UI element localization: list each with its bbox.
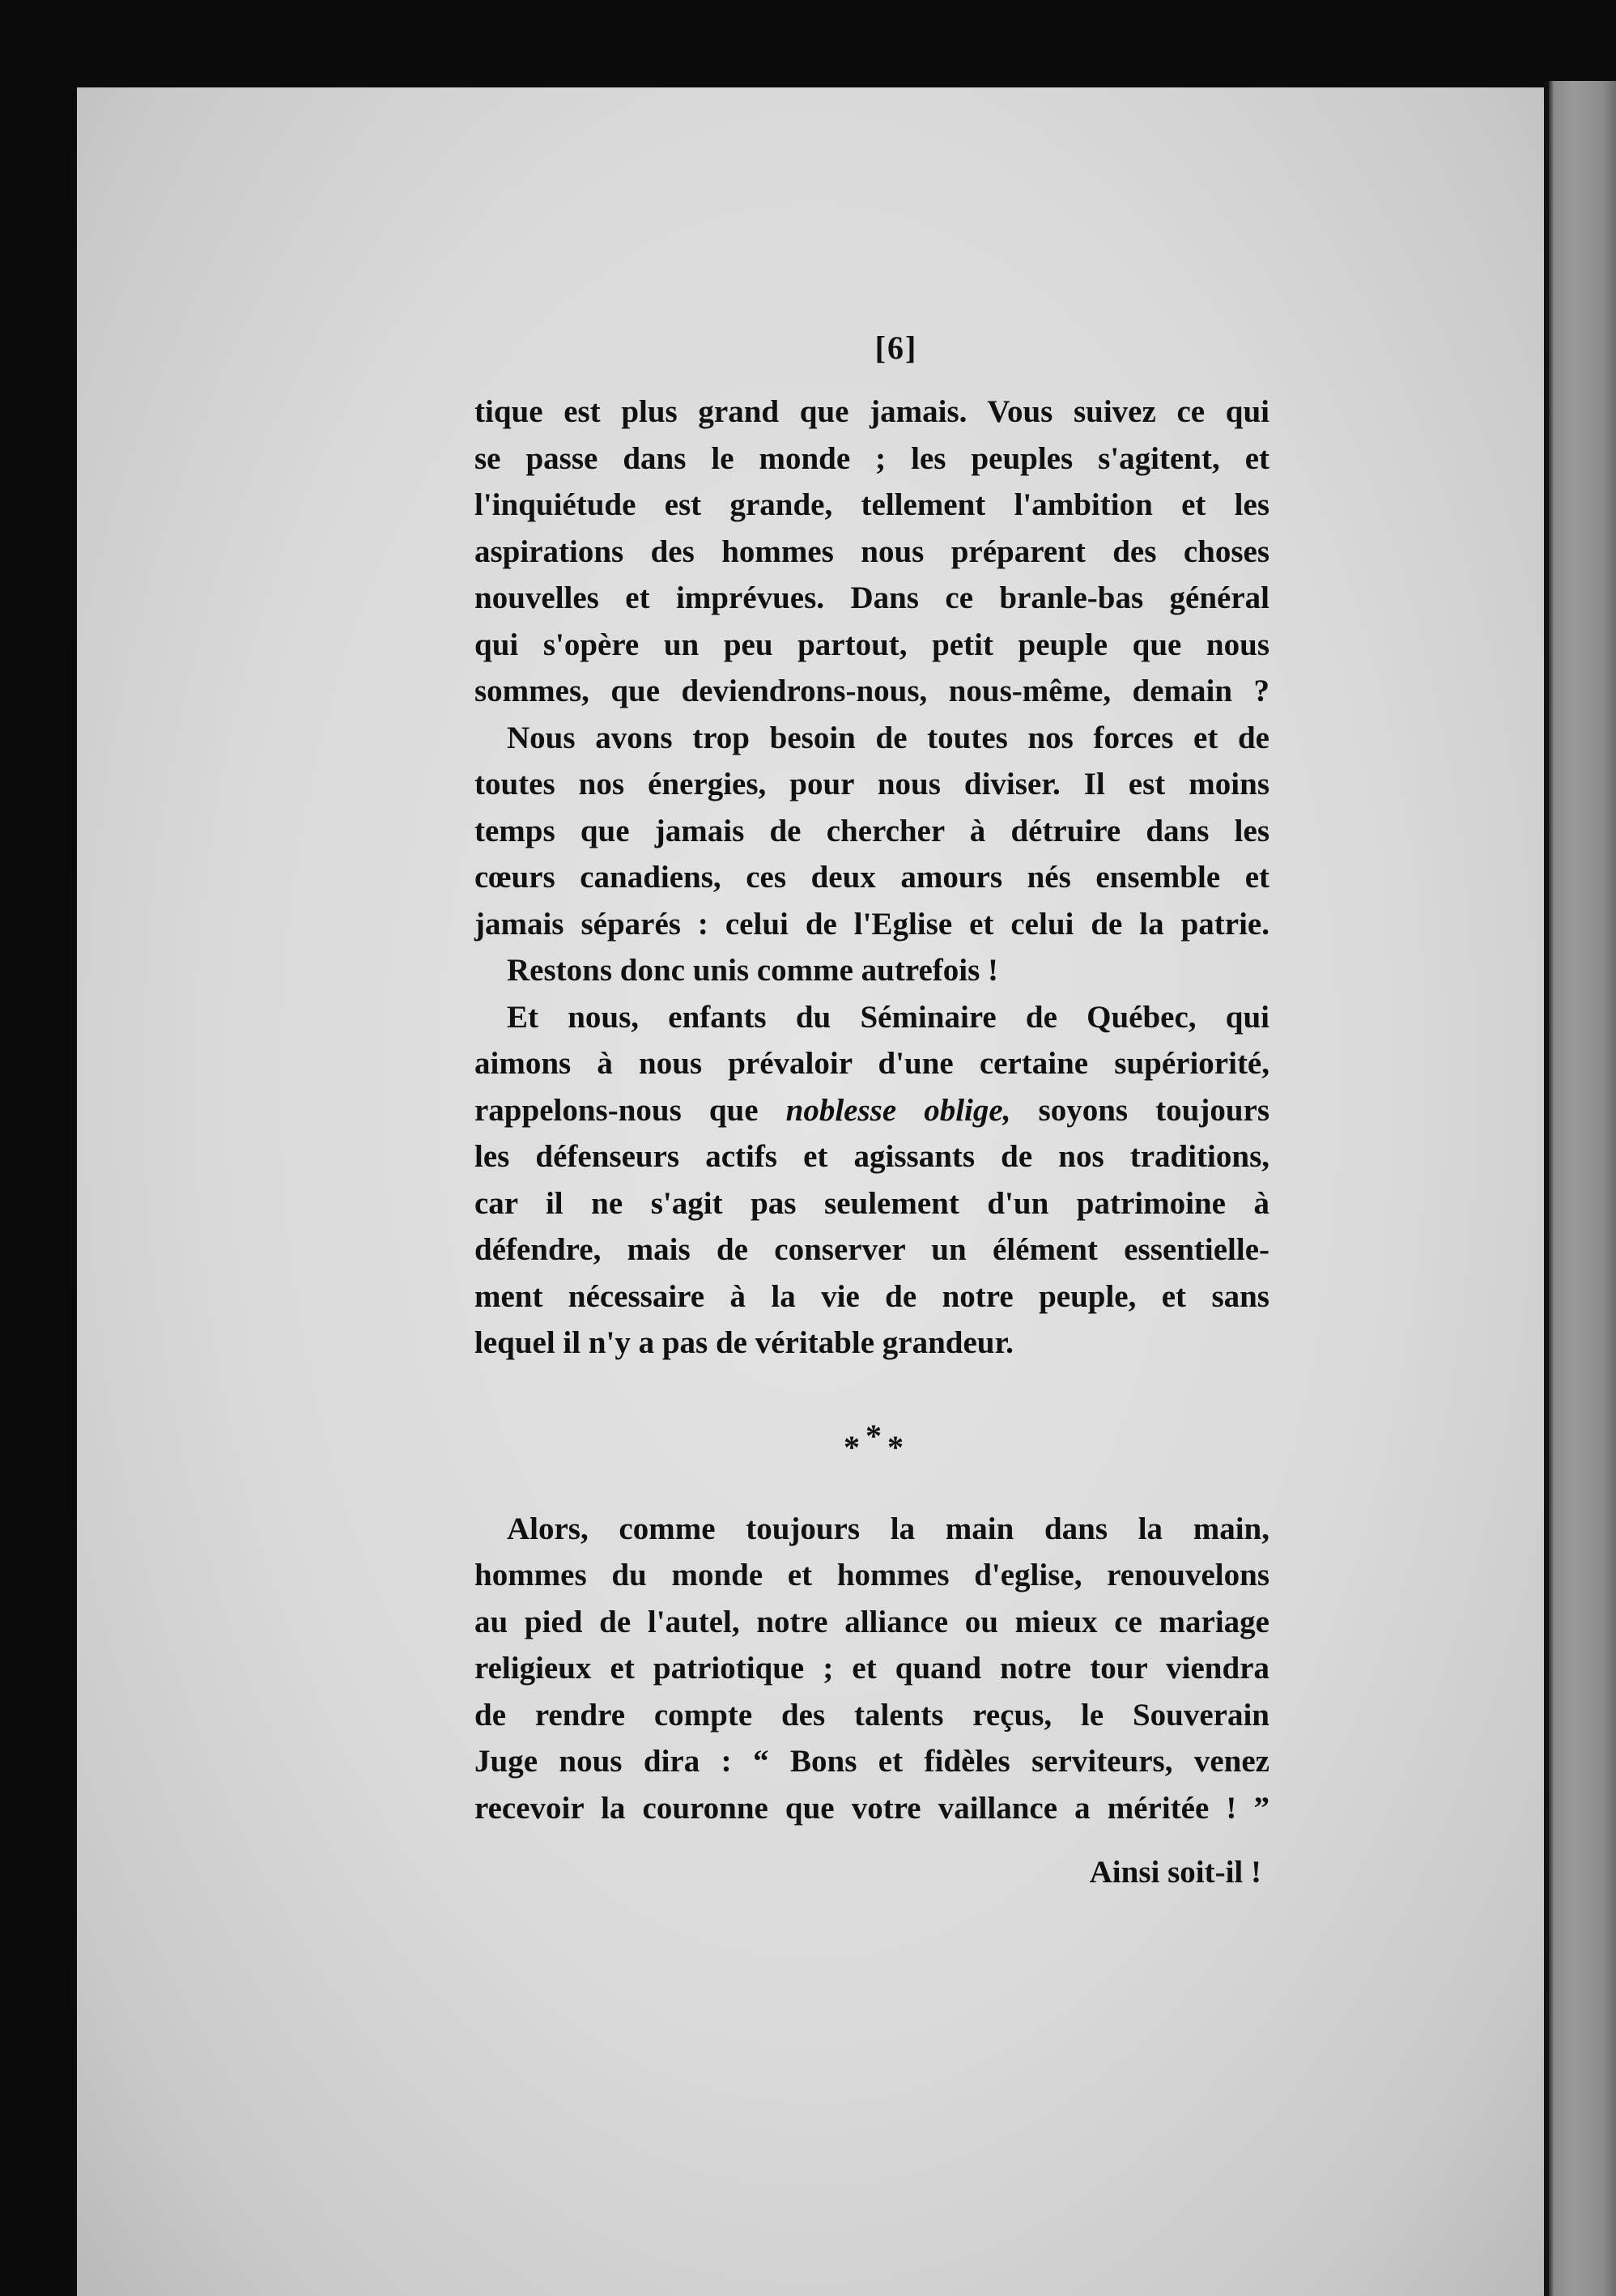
text-line: se passe dans le monde ; les peuples s'agitent, et: [474, 440, 1269, 476]
text-line: hommes du monde et hommes d'eglise, renouvelons: [474, 1558, 1269, 1592]
text-line: cœurs canadiens, ces deux amours nés ensemble et: [474, 860, 1269, 895]
text-line: Et nous, enfants du Séminaire de Québec, qui: [507, 999, 1269, 1035]
text-line: au pied de l'autel, notre alliance ou mieux ce mariage: [474, 1604, 1269, 1639]
text-run: soyons toujours: [1038, 1092, 1270, 1128]
text-run: rappelons-nous que: [474, 1092, 759, 1128]
asterisk: *: [865, 1417, 882, 1454]
paragraph-1: [474, 389, 1269, 715]
section-separator: [474, 1367, 1269, 1506]
text-line: ment nécessaire à la vie de notre peuple, et sans: [474, 1278, 1269, 1314]
paragraph-4: [474, 994, 1269, 1367]
text-line: Nous avons trop besoin de toutes nos forces et de: [507, 720, 1269, 755]
page-edge-shadow: [1544, 81, 1549, 2296]
text-line: tique est plus grand que jamais. Vous suivez ce qui: [474, 394, 1269, 429]
text-line: toutes nos énergies, pour nous diviser. Il est moins: [474, 767, 1269, 801]
scan-top-border: [0, 0, 1616, 87]
text-line: jamais séparés : celui de l'Eglise et celui de la patrie.: [474, 906, 1269, 942]
paragraph-3: [474, 947, 1269, 994]
text-line: Restons donc unis comme autrefois !: [507, 953, 999, 988]
paragraph-2: [474, 715, 1269, 948]
asterisk: *: [844, 1428, 860, 1465]
text-line: les défenseurs actifs et agissants de nos traditions,: [474, 1139, 1269, 1174]
text-line: recevoir la couronne que votre vaillance a méritée ! ”: [474, 1790, 1269, 1826]
text-line: défendre, mais de conserver un élément essentielle-: [474, 1232, 1269, 1267]
text-line: qui s'opère un peu partout, petit peuple que nous: [474, 627, 1269, 662]
text-line: nouvelles et imprévues. Dans ce branle-bas général: [474, 580, 1269, 615]
closing-line: Ainsi soit-il !: [1089, 1855, 1261, 1890]
asterisk: *: [887, 1428, 904, 1465]
text-line: Alors, comme toujours la main dans la main,: [507, 1511, 1269, 1546]
paragraph-5: [474, 1506, 1269, 1832]
page-text: [474, 324, 1269, 1896]
text-line: de rendre compte des talents reçus, le Souverain: [474, 1697, 1269, 1733]
text-line: car il ne s'agit pas seulement d'un patrimoine à: [474, 1185, 1269, 1221]
page-number: [6]: [874, 330, 918, 366]
text-line: Juge nous dira : “ Bons et fidèles serviteurs, venez: [474, 1744, 1269, 1779]
text-line: temps que jamais de chercher à détruire dans les: [474, 813, 1269, 848]
text-line: aspirations des hommes nous préparent des choses: [474, 534, 1269, 569]
page-edge: [1544, 81, 1616, 2296]
emphasis-noblesse-oblige: noblesse oblige,: [785, 1092, 1011, 1128]
text-line: sommes, que deviendrons-nous, nous-même, demain ?: [474, 674, 1269, 708]
text-line-with-emphasis: [474, 1087, 1269, 1134]
text-line: lequel il n'y a pas de véritable grandeur.: [474, 1325, 1014, 1360]
text-line: aimons à nous prévaloir d'une certaine supériorité,: [474, 1046, 1269, 1081]
text-line: religieux et patriotique ; et quand notre tour viendra: [474, 1651, 1269, 1686]
text-line: l'inquiétude est grande, tellement l'ambition et les: [474, 487, 1269, 522]
